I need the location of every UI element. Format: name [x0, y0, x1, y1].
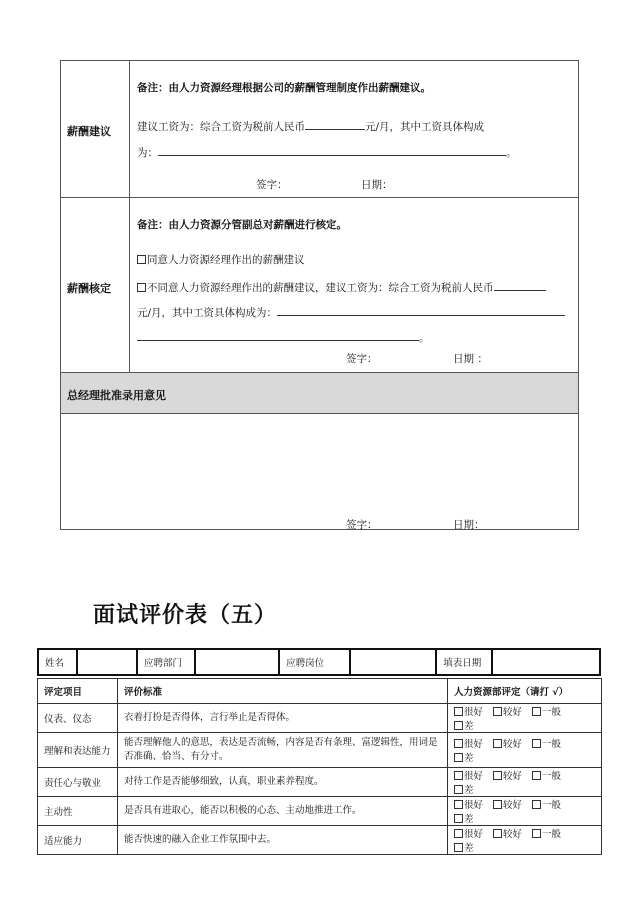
checkbox-icon[interactable]: [493, 739, 502, 748]
checkbox-icon[interactable]: [493, 707, 502, 716]
salary-form: [60, 60, 579, 530]
page-title: 面试评价表（五）: [93, 603, 278, 628]
eval-standard: 是否具有进取心，能否以积极的心态、主动地推进工作。: [118, 797, 448, 826]
checkbox-icon[interactable]: [454, 739, 463, 748]
rating-option-label: 差: [464, 814, 474, 825]
table-row: [38, 797, 602, 826]
salary-advice-note: 备注：由人力资源经理根据公司的薪酬管理制度作出薪酬建议。: [137, 82, 431, 94]
eval-standard: 衣着打扮是否得体，言行举止是否得体。: [118, 704, 448, 733]
eval-rating: [448, 826, 602, 855]
gm-approval-sign: 签字：: [346, 519, 378, 531]
eval-header-row: [38, 679, 602, 704]
salary-review-line3: [137, 329, 430, 345]
checkbox-icon[interactable]: [454, 771, 463, 780]
salary-advice-sign: 签字：: [256, 179, 288, 191]
rating-option-label: 一般: [542, 707, 562, 718]
checkbox-icon[interactable]: [454, 721, 463, 730]
checkbox-icon[interactable]: [532, 829, 541, 838]
info-cell: 应聘部门: [137, 649, 195, 675]
eval-standard: 对待工作是否能够细致，认真，职业素养程度。: [118, 768, 448, 797]
name-input-cell[interactable]: [77, 649, 137, 675]
info-cell: 姓名: [38, 649, 77, 675]
position-input-cell[interactable]: [350, 649, 436, 675]
table-row: [38, 826, 602, 855]
rating-option[interactable]: [532, 826, 561, 840]
eval-rating: [448, 797, 602, 826]
rating-option-label: 差: [464, 721, 474, 732]
rating-option-label: 很好: [464, 771, 484, 782]
checkbox-icon[interactable]: [137, 283, 146, 292]
interview-eval-table: [37, 648, 601, 854]
rating-option-label: 一般: [542, 771, 562, 782]
salary-structure-field[interactable]: [158, 144, 506, 156]
eval-item: 仪表、仪态: [38, 704, 118, 733]
checkbox-icon[interactable]: [493, 800, 502, 809]
checkbox-icon[interactable]: [454, 753, 463, 762]
rating-option-label: 差: [464, 753, 474, 764]
checkbox-icon[interactable]: [454, 843, 463, 852]
department-input-cell[interactable]: [195, 649, 279, 675]
review-amount-field[interactable]: [494, 279, 546, 291]
salary-review-unit-text: 元/月，其中工资具体构成为：: [137, 307, 278, 319]
row-divider: [61, 197, 578, 198]
checkbox-icon[interactable]: [137, 255, 146, 264]
rating-option[interactable]: [454, 782, 474, 796]
disagree-option[interactable]: [137, 279, 546, 295]
rating-option-label: 较好: [503, 800, 523, 811]
rating-option[interactable]: [532, 768, 561, 782]
rating-option-label: 较好: [503, 771, 523, 782]
checkbox-icon[interactable]: [493, 771, 502, 780]
table-row: [38, 704, 602, 733]
salary-amount-field[interactable]: [305, 118, 365, 130]
eval-item: 理解和表达能力: [38, 733, 118, 768]
rating-option[interactable]: [454, 736, 483, 750]
header-rating: 人力资源部评定（请打 √）: [448, 679, 602, 704]
checkbox-icon[interactable]: [454, 800, 463, 809]
rating-option[interactable]: [454, 718, 474, 732]
checkbox-icon[interactable]: [532, 707, 541, 716]
salary-advice-unit-text: 元/月，其中工资具体构成: [365, 121, 485, 133]
review-structure-field-2[interactable]: [137, 329, 419, 341]
rating-option-label: 很好: [464, 707, 484, 718]
salary-review-date: 日期 ：: [453, 353, 488, 365]
rating-option[interactable]: [454, 811, 474, 825]
review-structure-field[interactable]: [277, 304, 565, 316]
checkbox-icon[interactable]: [532, 800, 541, 809]
rating-option-label: 一般: [542, 739, 562, 750]
checkbox-icon[interactable]: [454, 707, 463, 716]
salary-advice-line1: [137, 118, 484, 134]
rating-option[interactable]: [454, 797, 483, 811]
info-cell: 应聘岗位: [279, 649, 350, 675]
row-divider: [61, 413, 578, 414]
label-column-divider: [129, 61, 130, 373]
eval-rating: [448, 733, 602, 768]
rating-option[interactable]: [493, 736, 522, 750]
salary-advice-line2: [137, 144, 517, 160]
rating-option[interactable]: [493, 704, 522, 718]
rating-option-label: 很好: [464, 800, 484, 811]
rating-option-label: 很好: [464, 739, 484, 750]
rating-option-label: 一般: [542, 829, 562, 840]
salary-advice-line2-text: 为：: [137, 147, 158, 159]
header-item: 评定项目: [38, 679, 118, 704]
date-input-cell[interactable]: [492, 649, 600, 675]
agree-option[interactable]: [137, 252, 305, 267]
rating-option[interactable]: [532, 736, 561, 750]
rating-option-label: 较好: [503, 707, 523, 718]
salary-review-line-end: 。: [419, 332, 430, 344]
salary-advice-date: 日期：: [361, 179, 393, 191]
rating-option-label: 差: [464, 785, 474, 796]
rating-option[interactable]: [454, 840, 474, 854]
header-standard: 评价标准: [118, 679, 448, 704]
salary-review-sign: 签字：: [346, 353, 378, 365]
rating-option-label: 较好: [503, 739, 523, 750]
salary-advice-line2-end: 。: [506, 147, 517, 159]
rating-option[interactable]: [454, 704, 483, 718]
salary-advice-label: 薪酬建议: [67, 125, 111, 138]
eval-standard: 能否理解他人的意思，表达是否流畅，内容是否有条理、富逻辑性，用词是否准确、恰当、有分寸。: [118, 733, 448, 768]
eval-item: 适应能力: [38, 826, 118, 855]
rating-option[interactable]: [493, 826, 522, 840]
rating-option[interactable]: [454, 826, 483, 840]
rating-option-label: 较好: [503, 829, 523, 840]
salary-advice-line1-text: 建议工资为：综合工资为税前人民币: [137, 121, 305, 133]
agree-option-text: 同意人力资源经理作出的薪酬建议: [147, 254, 305, 266]
rating-option[interactable]: [454, 768, 483, 782]
rating-option[interactable]: [532, 797, 561, 811]
info-cell: 填表日期: [436, 649, 492, 675]
salary-review-line: [137, 304, 565, 320]
rating-option-label: 差: [464, 843, 474, 854]
checkbox-icon[interactable]: [454, 829, 463, 838]
gm-approval-label: 总经理批准录用意见: [67, 389, 166, 402]
table-row: [38, 733, 602, 768]
checkbox-icon[interactable]: [493, 829, 502, 838]
rating-option-label: 一般: [542, 800, 562, 811]
eval-item: 主动性: [38, 797, 118, 826]
checkbox-icon[interactable]: [454, 814, 463, 823]
salary-review-label: 薪酬核定: [67, 282, 111, 295]
rating-option[interactable]: [493, 797, 522, 811]
eval-standard: 能否快速的融入企业工作氛围中去。: [118, 826, 448, 855]
rating-option[interactable]: [493, 768, 522, 782]
checkbox-icon[interactable]: [532, 739, 541, 748]
table-row: [38, 768, 602, 797]
info-row: [38, 649, 600, 675]
checkbox-icon[interactable]: [454, 785, 463, 794]
disagree-option-text: 不同意人力资源经理作出的薪酬建议，建议工资为：综合工资为税前人民币: [147, 282, 494, 294]
salary-review-note: 备注：由人力资源分管副总对薪酬进行核定。: [137, 219, 347, 231]
rating-option[interactable]: [454, 750, 474, 764]
rating-option-label: 很好: [464, 829, 484, 840]
checkbox-icon[interactable]: [532, 771, 541, 780]
eval-item: 责任心与敬业: [38, 768, 118, 797]
rating-option[interactable]: [532, 704, 561, 718]
gm-approval-date: 日期：: [453, 519, 485, 531]
eval-rating: [448, 704, 602, 733]
eval-rating: [448, 768, 602, 797]
